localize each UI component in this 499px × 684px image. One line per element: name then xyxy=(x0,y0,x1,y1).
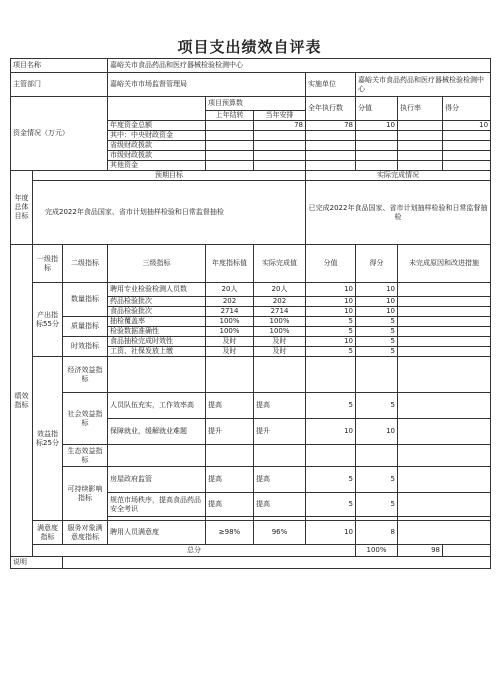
dept-row xyxy=(11,73,491,97)
goals-header-row xyxy=(11,171,491,181)
project-label: 项目名称 xyxy=(11,59,108,73)
indicator-row: 工资、社保发放上缴 及时 及时 5 5 xyxy=(11,347,491,357)
indicators-header-row: 绩效指标 一级指标 二级指标 三级指标 年度指标值 实际完成值 分值 得分 未完成原因和改进措施 xyxy=(11,245,491,283)
goals-expected-header: 预期目标 xyxy=(33,171,306,181)
indicator-row: 可持续影响指标 房屋政府监管 提高 提高 5 5 xyxy=(11,467,491,493)
funds-rate-header: 执行率 xyxy=(398,97,443,121)
impl-label: 实施单位 xyxy=(306,73,356,97)
funds-row: 其中：中央财政资金 xyxy=(11,131,491,141)
output-label: 产出指标55分 xyxy=(33,283,63,357)
total-label: 总分 xyxy=(33,545,356,557)
note-label: 说明 xyxy=(11,557,63,569)
funds-budget-header: 项目预算数 xyxy=(206,97,306,111)
indicator-row: 生态效益指标 xyxy=(11,445,491,467)
indicator-row: 质量指标 抽检覆盖率 100% 100% 5 5 xyxy=(11,317,491,327)
indicator-row: 产出指标55分 数量指标 聘用专业检验检测人员数 20人 20人 10 10 xyxy=(11,283,491,297)
funds-actual-header: 全年执行数 xyxy=(306,97,356,121)
total-score: 100% xyxy=(356,545,398,557)
indicator-row: 效益指标25分 经济效益指标 xyxy=(11,357,491,393)
effect-label: 效益指标25分 xyxy=(33,357,63,521)
note-row xyxy=(11,557,491,569)
funds-row: 年度资金总额 78 78 10 10 xyxy=(11,121,491,131)
satisfaction-label: 满意度指标 xyxy=(33,521,63,545)
goals-content-row xyxy=(11,181,491,245)
indicator-row: 药品检验批次 202 202 10 10 xyxy=(11,297,491,307)
dept-value: 嘉峪关市市场监督管理局 xyxy=(108,73,306,97)
goals-actual-text: 已完成2022年食品国家、省市计划抽样检验和日常监督抽检 xyxy=(306,181,491,245)
funds-carry-header: 上年结转 xyxy=(206,111,254,121)
indicator-row: 满意度指标 服务对象满意度指标 聘用人员满意度 ≥98% 96% 10 8 xyxy=(11,521,491,545)
funds-current-header: 当年安排 xyxy=(254,111,306,121)
goals-expected-text: 完成2022年食品国家、省市计划抽样检验和日常监督抽检 xyxy=(33,181,306,245)
goals-actual-header: 实际完成情况 xyxy=(306,171,491,181)
project-row xyxy=(11,59,491,73)
impl-value: 嘉峪关市食品药品和医疗器械检验检测中心 xyxy=(356,73,491,97)
funds-row: 省级财政拨款 xyxy=(11,141,491,151)
dept-label: 主管部门 xyxy=(11,73,108,97)
funds-label: 资金情况（万元） xyxy=(11,97,108,171)
funds-points-header: 得分 xyxy=(443,97,491,121)
indicator-row: 时效指标 食品抽检完成时效性 及时 及时 10 5 xyxy=(11,337,491,347)
indicator-row: 保障就业，缓解就业难题 提升 提升 10 10 xyxy=(11,419,491,445)
indicator-row: 检验数据准确性 100% 100% 5 5 xyxy=(11,327,491,337)
goals-label: 年度总体目标 xyxy=(11,171,33,245)
indicator-row: 食品检验批次 2714 2714 10 10 xyxy=(11,307,491,317)
page-title: 项目支出绩效自评表 xyxy=(177,38,322,56)
funds-row: 其他资金 xyxy=(11,161,491,171)
total-points: 98 xyxy=(398,545,443,557)
funds-header-row xyxy=(11,97,491,111)
indicator-row: 社会效益指标 人员队伍充实，工作效率高 提高 提高 5 5 xyxy=(11,393,491,419)
indicators-label: 绩效指标 xyxy=(11,245,33,557)
funds-row: 市级财政拨款 xyxy=(11,151,491,161)
funds-score-header: 分值 xyxy=(356,97,398,121)
evaluation-table xyxy=(10,58,491,569)
project-value: 嘉峪关市食品药品和医疗器械检验检测中心 xyxy=(108,59,491,73)
total-row xyxy=(11,545,491,557)
indicator-row: 规范市场秩序，提高食品药品安全考识 提高 提高 5 5 xyxy=(11,493,491,517)
